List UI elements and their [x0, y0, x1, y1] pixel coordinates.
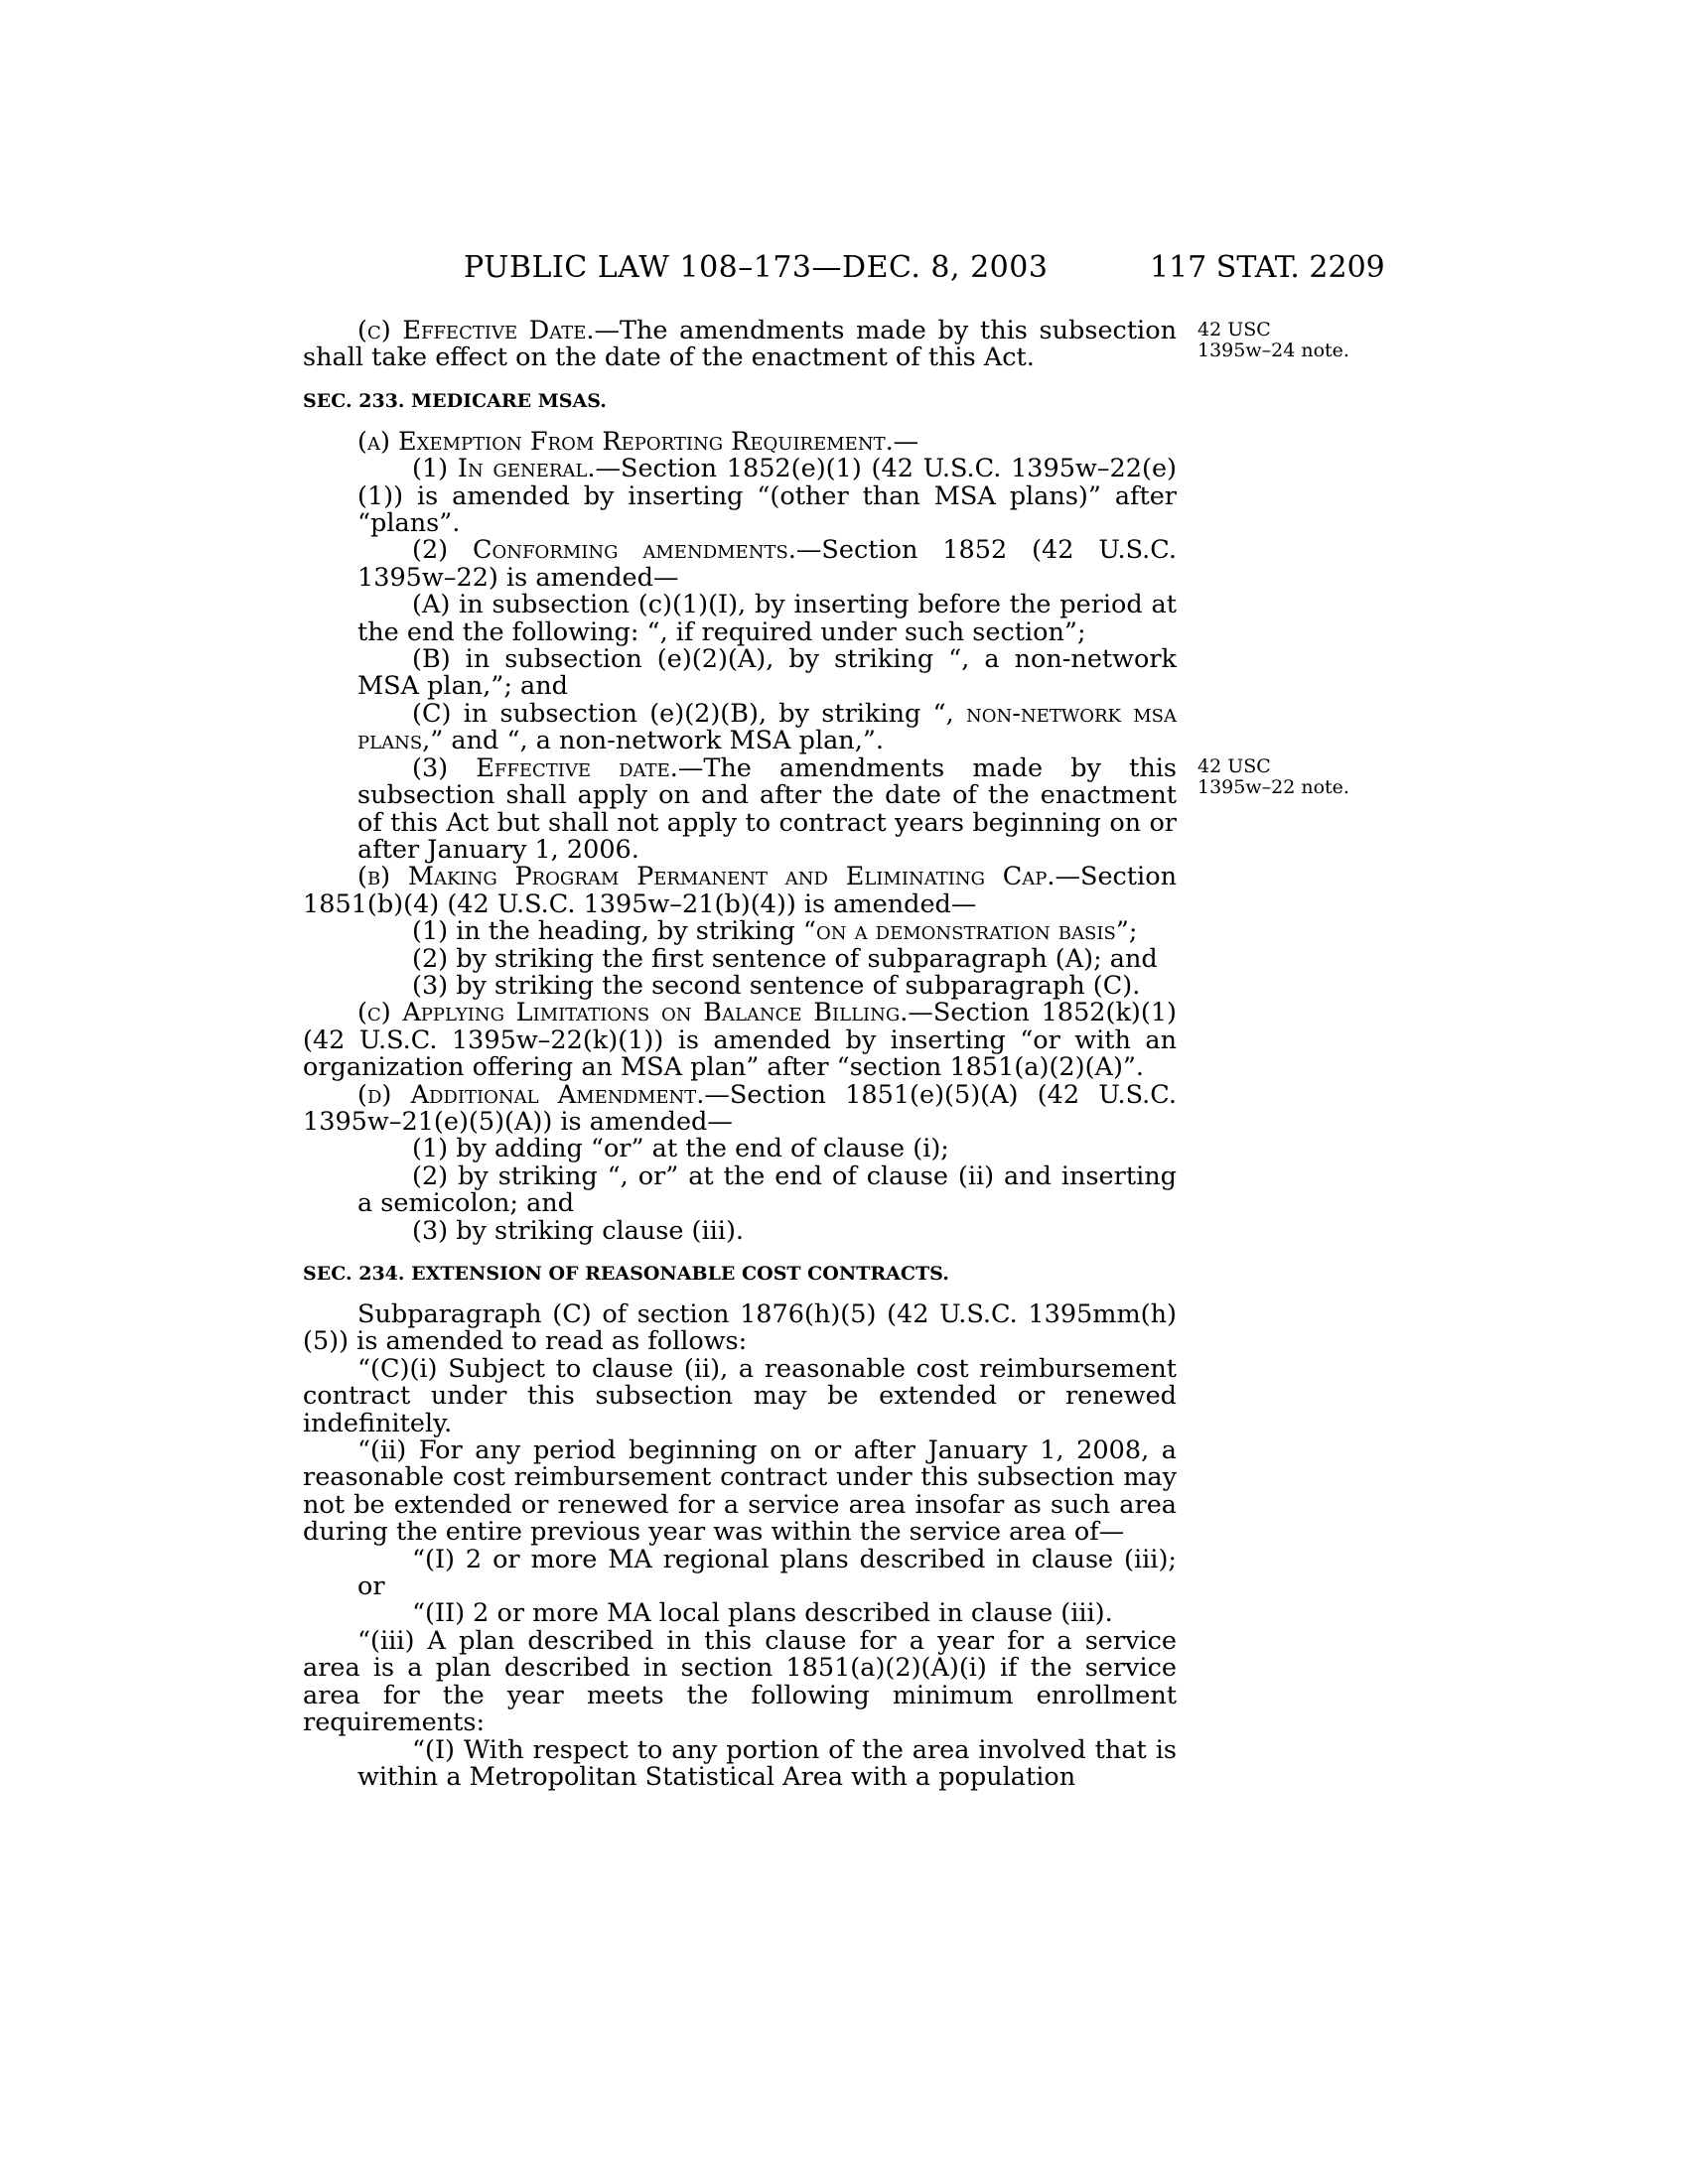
- paragraph-heading: (a) Exemption From Reporting Requirement.—: [357, 426, 919, 457]
- paragraph: (B) in subsection (e)(2)(A), by striking “, a non-network MSA plan,”; and: [357, 644, 1177, 702]
- paragraph-text: —Section 1852(k)(1) (42 U.S.C. 1395w–22(k)(1)) is amended by inserting “or with an organization offering an MSA plan” after “section 1851(a)(2)(A)”.: [303, 998, 1177, 1083]
- paragraph-heading: (1) In general.: [412, 454, 596, 484]
- paragraph: (3) by striking clause (iii).: [412, 1215, 745, 1246]
- margin-note-line: 1395w–22 note.: [1197, 776, 1349, 798]
- section-heading: SEC. 234. EXTENSION OF REASONABLE COST CONTRACTS.: [303, 1263, 949, 1285]
- paragraph: [303, 1079, 1177, 1137]
- paragraph-text: (C) in subsection (e)(2)(B), by striking “,: [412, 698, 966, 729]
- paragraph: [303, 318, 1177, 372]
- paragraph: (A) in subsection (c)(1)(I), by inserting before the period at the end the following: “, if required under such section”;: [357, 590, 1177, 647]
- running-header-title: PUBLIC LAW 108–173—DEC. 8, 2003: [464, 250, 1049, 285]
- paragraph-text: (1) in the heading, by striking “: [412, 916, 816, 947]
- paragraph-text: —The amendments made by this subsection shall take effect on the date of the enactment of this Act.: [303, 316, 1177, 373]
- paragraph: “(C)(i) Subject to clause (ii), a reasonable cost reimbursement contract under this subsection may be extended or renewed indefinitely.: [303, 1353, 1177, 1438]
- paragraph: “(I) With respect to any portion of the area involved that is within a Metropolitan Statistical Area with a population: [357, 1734, 1177, 1792]
- paragraph: (1) by adding “or” at the end of clause (i);: [412, 1134, 949, 1164]
- paragraph: (2) by striking “, or” at the end of clause (ii) and inserting a semicolon; and: [357, 1160, 1177, 1219]
- margin-note-line: 42 USC: [1197, 755, 1271, 777]
- margin-note-line: 1395w–24 note.: [1197, 340, 1349, 361]
- paragraph-text: ”;: [1115, 916, 1138, 947]
- paragraph: [303, 752, 1177, 865]
- paragraph: “(iii) A plan described in this clause for a year for a service area is a plan described in section 1851(a)(2)(A)(i) if the service area for the year meets the following minimum enrollment requirements:: [303, 1625, 1177, 1738]
- paragraph-text: —Section 1852 (42 U.S.C. 1395w–22) is amended—: [357, 535, 1177, 593]
- paragraph-heading: (c) Applying Limitations on Balance Billing.: [357, 998, 909, 1028]
- paragraph: “(ii) For any period beginning on or after January 1, 2008, a reasonable cost reimbursement contract under this subsection may not be extended or renewed for a service area insofar as such area during the entire previous year was within the service area of—: [303, 1435, 1177, 1548]
- paragraph: [303, 537, 1177, 592]
- paragraph: “(I) 2 or more MA regional plans described in clause (iii); or: [357, 1544, 1177, 1602]
- paragraph: (3) by striking the second sentence of subparagraph (C).: [412, 970, 1141, 1001]
- paragraph-heading: (2) Conforming amendments.: [412, 535, 796, 566]
- section-heading: SEC. 233. MEDICARE MSAS.: [303, 389, 607, 412]
- paragraph-heading: (3) Effective date.: [412, 752, 678, 783]
- margin-note-line: 42 USC: [1197, 319, 1271, 341]
- paragraph-text: —Section 1851(b)(4) (42 U.S.C. 1395w–21(b)(4)) is amended—: [303, 862, 1177, 919]
- margin-note: [1197, 320, 1356, 361]
- paragraph: [303, 426, 1177, 457]
- paragraph: [303, 1000, 1177, 1081]
- paragraph: [303, 918, 1177, 945]
- paragraph: [303, 864, 1177, 918]
- paragraph-heading: (b) Making Program Permanent and Eliminating Cap.: [357, 862, 1055, 892]
- margin-note: [1197, 756, 1356, 798]
- paragraph-text: —Section 1852(e)(1) (42 U.S.C. 1395w–22(e)(1)) is amended by inserting “(other than MSA plans)” after “plans”.: [357, 454, 1177, 539]
- paragraph-heading: (c) Effective Date.: [357, 316, 595, 345]
- small-caps-text: non-network msa plans,: [357, 698, 1177, 756]
- paragraph: [248, 698, 1177, 756]
- document-body: [303, 318, 1177, 1791]
- paragraph: Subparagraph (C) of section 1876(h)(5) (42 U.S.C. 1395mm(h)(5)) is amended to read as follows:: [303, 1299, 1177, 1357]
- paragraph-heading: (d) Additional Amendment.: [357, 1079, 705, 1110]
- paragraph: “(II) 2 or more MA local plans described in clause (iii).: [412, 1598, 1113, 1629]
- paragraph-text: —Section 1851(e)(5)(A) (42 U.S.C. 1395w–21(e)(5)(A)) is amended—: [303, 1079, 1177, 1137]
- paragraph: [303, 456, 1177, 537]
- paragraph: (2) by striking the first sentence of subparagraph (A); and: [412, 943, 1158, 974]
- small-caps-text: on a demonstration basis: [815, 916, 1116, 947]
- paragraph-text: —The amendments made by this subsection shall apply on and after the date of the enactment of this Act but shall not apply to contract years beginning on or after January 1, 2006.: [357, 752, 1177, 865]
- page-number: 117 STAT. 2209: [1150, 250, 1385, 285]
- paragraph-text: ” and “, a non-network MSA plan,”.: [430, 726, 884, 756]
